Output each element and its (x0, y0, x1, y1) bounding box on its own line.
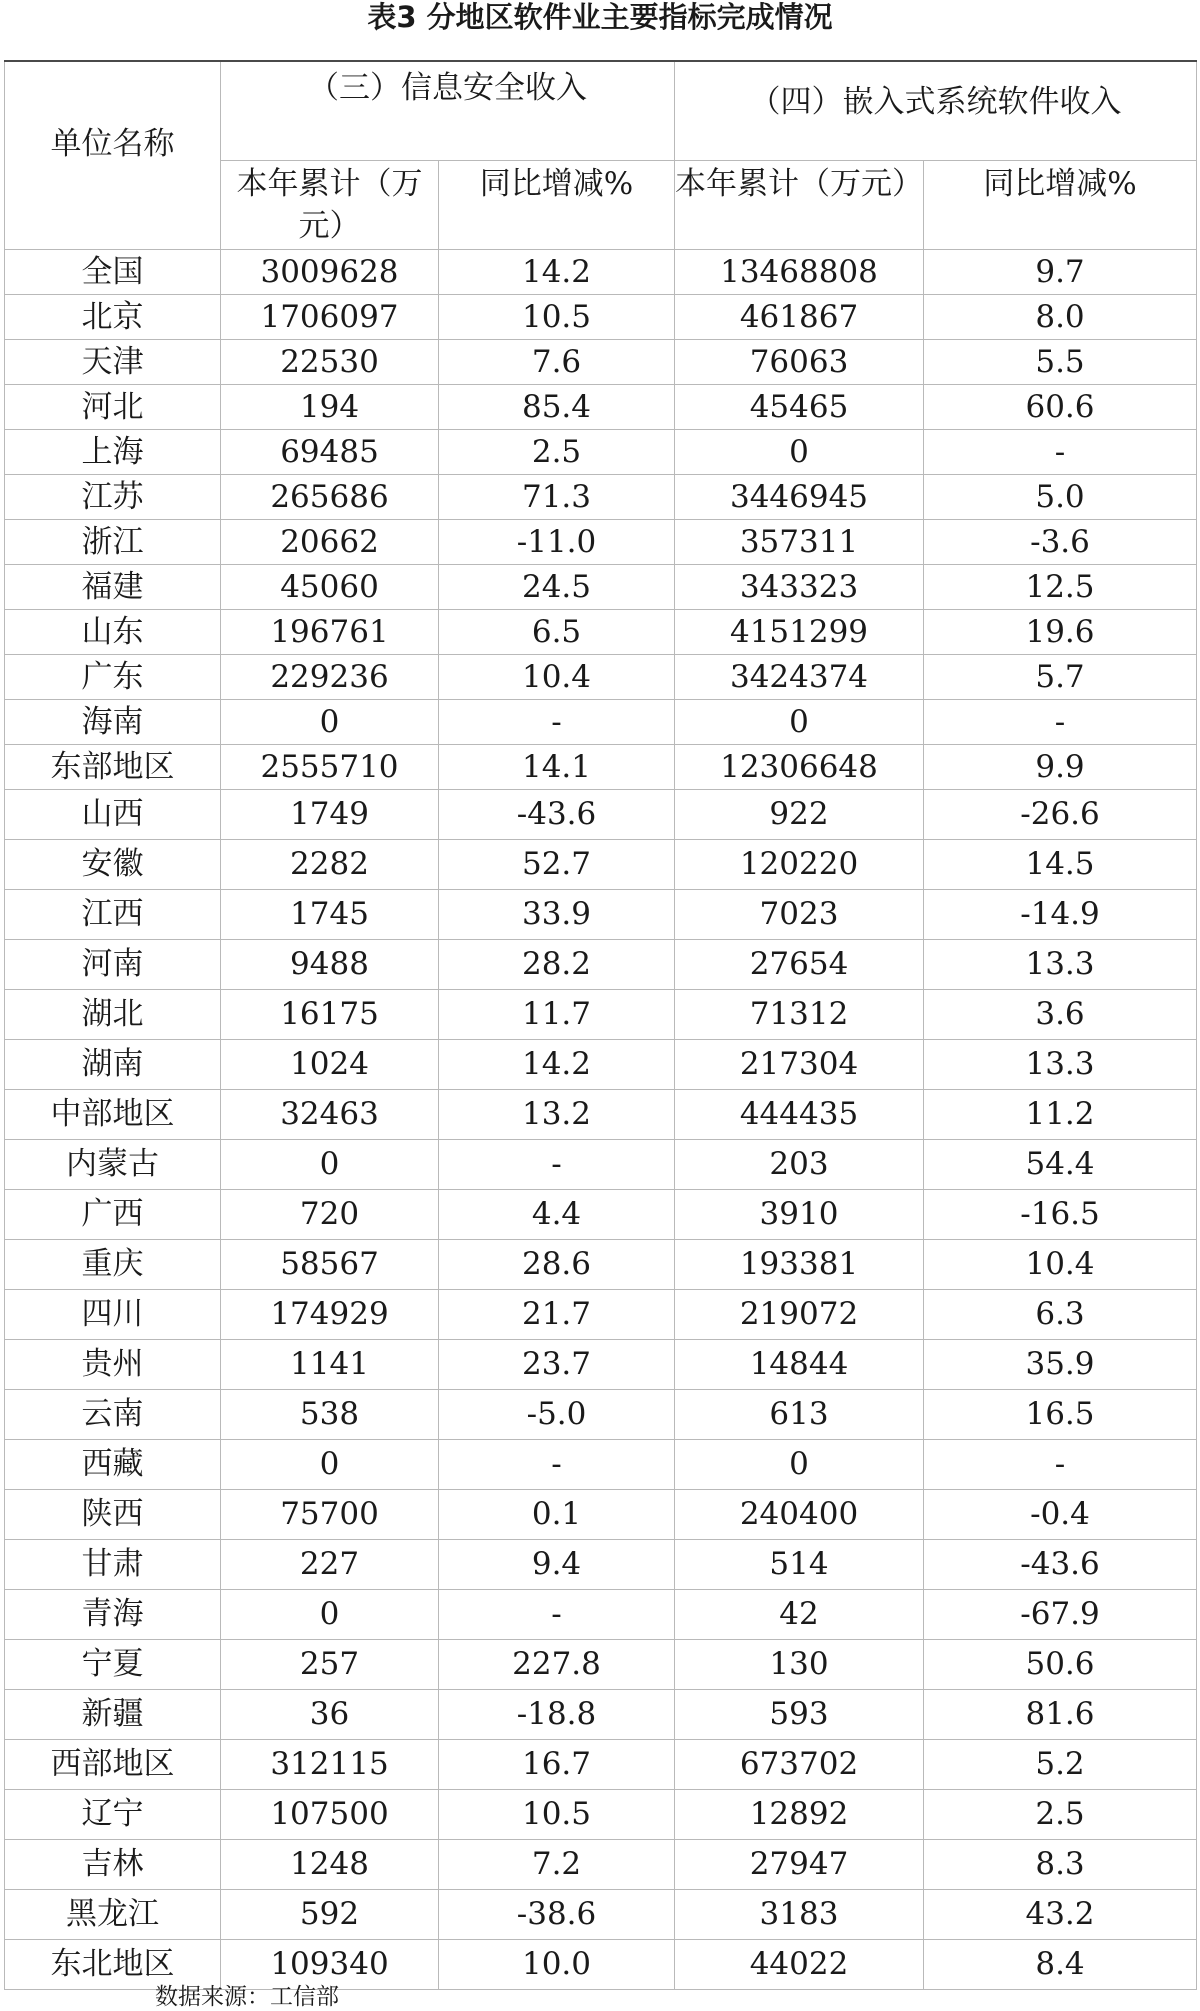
embedded-yoy-cell: 5.7 (924, 655, 1197, 700)
table-row (5, 1290, 1197, 1340)
embedded-software-header: （四）嵌入式系统软件收入 (675, 61, 1197, 161)
info-security-yoy-cell: 14.2 (439, 250, 675, 295)
info-security-yoy-cell: 10.4 (439, 655, 675, 700)
region-name-cell: 吉林 (5, 1840, 221, 1890)
table-row (5, 250, 1197, 295)
embedded-cumulative-cell: 673702 (675, 1740, 924, 1790)
info-security-cumulative-cell: 0 (221, 1440, 439, 1490)
info-security-cumulative-cell: 69485 (221, 430, 439, 475)
region-name-cell: 湖北 (5, 990, 221, 1040)
info-security-cumulative-cell: 32463 (221, 1090, 439, 1140)
embedded-cumulative-cell: 357311 (675, 520, 924, 565)
info-security-yoy-cell: 28.6 (439, 1240, 675, 1290)
embedded-cumulative-cell: 193381 (675, 1240, 924, 1290)
embedded-cumulative-cell: 240400 (675, 1490, 924, 1540)
embedded-yoy-cell: -14.9 (924, 890, 1197, 940)
embedded-cumulative-cell: 13468808 (675, 250, 924, 295)
embedded-yoy-cell: 19.6 (924, 610, 1197, 655)
info-security-cumulative-cell: 2282 (221, 840, 439, 890)
table-row (5, 1540, 1197, 1590)
info-security-yoy-cell: -11.0 (439, 520, 675, 565)
info-security-cumulative-cell: 0 (221, 1590, 439, 1640)
info-security-yoy-cell: 14.2 (439, 1040, 675, 1090)
embedded-cumulative-cell: 3446945 (675, 475, 924, 520)
info-security-yoy-cell: -43.6 (439, 790, 675, 840)
table-row (5, 745, 1197, 790)
region-name-cell: 青海 (5, 1590, 221, 1640)
info-security-yoy-cell: 10.0 (439, 1940, 675, 1990)
embedded-yoy-cell: 2.5 (924, 1790, 1197, 1840)
info-security-yoy-cell: 7.2 (439, 1840, 675, 1890)
info-security-cumulative-cell: 538 (221, 1390, 439, 1440)
info-security-yoy-cell: -18.8 (439, 1690, 675, 1740)
info-security-yoy-cell: 23.7 (439, 1340, 675, 1390)
info-security-cumulative-cell: 22530 (221, 340, 439, 385)
table-row (5, 700, 1197, 745)
embedded-yoy-cell: 9.9 (924, 745, 1197, 790)
region-name-cell: 河北 (5, 385, 221, 430)
embedded-cumulative-cell: 217304 (675, 1040, 924, 1090)
embedded-yoy-cell: 10.4 (924, 1240, 1197, 1290)
embedded-yoy-cell: 6.3 (924, 1290, 1197, 1340)
table-row (5, 1490, 1197, 1540)
region-name-cell: 东部地区 (5, 745, 221, 790)
info-security-yoy-cell: 71.3 (439, 475, 675, 520)
region-name-cell: 全国 (5, 250, 221, 295)
embedded-yoy-cell: 5.0 (924, 475, 1197, 520)
embedded-cumulative-cell: 7023 (675, 890, 924, 940)
table-body (5, 250, 1197, 1990)
embedded-cumulative-header: 本年累计（万元） (675, 161, 924, 250)
embedded-yoy-cell: 11.2 (924, 1090, 1197, 1140)
table-row (5, 1640, 1197, 1690)
region-name-cell: 云南 (5, 1390, 221, 1440)
table-row (5, 1340, 1197, 1390)
region-name-cell: 西部地区 (5, 1740, 221, 1790)
embedded-cumulative-cell: 203 (675, 1140, 924, 1190)
info-security-yoy-cell: 21.7 (439, 1290, 675, 1340)
info-security-cumulative-cell: 0 (221, 1140, 439, 1190)
info-security-cumulative-cell: 109340 (221, 1940, 439, 1990)
region-name-cell: 福建 (5, 565, 221, 610)
embedded-cumulative-cell: 219072 (675, 1290, 924, 1340)
region-name-cell: 天津 (5, 340, 221, 385)
region-name-cell: 重庆 (5, 1240, 221, 1290)
embedded-yoy-cell: -3.6 (924, 520, 1197, 565)
embedded-yoy-cell: - (924, 700, 1197, 745)
region-name-cell: 海南 (5, 700, 221, 745)
info-security-yoy-cell: - (439, 1590, 675, 1640)
embedded-yoy-cell: 50.6 (924, 1640, 1197, 1690)
embedded-cumulative-cell: 12306648 (675, 745, 924, 790)
embedded-cumulative-cell: 461867 (675, 295, 924, 340)
embedded-cumulative-cell: 0 (675, 430, 924, 475)
embedded-cumulative-cell: 12892 (675, 1790, 924, 1840)
region-name-cell: 陕西 (5, 1490, 221, 1540)
table-row (5, 1590, 1197, 1640)
embedded-yoy-cell: - (924, 1440, 1197, 1490)
embedded-yoy-cell: -67.9 (924, 1590, 1197, 1640)
info-security-yoy-cell: -38.6 (439, 1890, 675, 1940)
embedded-cumulative-cell: 593 (675, 1690, 924, 1740)
info-security-cumulative-cell: 227 (221, 1540, 439, 1590)
info-security-cumulative-cell: 0 (221, 700, 439, 745)
embedded-yoy-cell: 5.2 (924, 1740, 1197, 1790)
table-row (5, 1840, 1197, 1890)
data-source-note: 数据来源：工信部 (155, 1984, 339, 2010)
embedded-yoy-cell: 81.6 (924, 1690, 1197, 1740)
info-security-yoy-cell: 6.5 (439, 610, 675, 655)
embedded-yoy-cell: 35.9 (924, 1340, 1197, 1390)
info-security-yoy-cell: 227.8 (439, 1640, 675, 1690)
region-name-cell: 黑龙江 (5, 1890, 221, 1940)
table-row (5, 430, 1197, 475)
table-row (5, 1890, 1197, 1940)
info-security-yoy-cell: 4.4 (439, 1190, 675, 1240)
info-security-cumulative-cell: 1024 (221, 1040, 439, 1090)
table-row (5, 1790, 1197, 1840)
embedded-cumulative-cell: 14844 (675, 1340, 924, 1390)
table-row (5, 890, 1197, 940)
info-security-yoy-cell: -5.0 (439, 1390, 675, 1440)
embedded-yoy-cell: - (924, 430, 1197, 475)
embedded-cumulative-cell: 0 (675, 1440, 924, 1490)
table-row (5, 520, 1197, 565)
info-security-cumulative-cell: 36 (221, 1690, 439, 1740)
info-security-cumulative-header: 本年累计（万元） (221, 161, 439, 250)
embedded-cumulative-cell: 71312 (675, 990, 924, 1040)
embedded-yoy-cell: -0.4 (924, 1490, 1197, 1540)
table-header (5, 61, 1197, 250)
info-security-yoy-cell: - (439, 1440, 675, 1490)
embedded-yoy-cell: 3.6 (924, 990, 1197, 1040)
unit-name-header: 单位名称 (5, 61, 221, 250)
embedded-cumulative-cell: 613 (675, 1390, 924, 1440)
region-name-cell: 辽宁 (5, 1790, 221, 1840)
info-security-yoy-cell: 16.7 (439, 1740, 675, 1790)
info-security-yoy-cell: 0.1 (439, 1490, 675, 1540)
region-name-cell: 中部地区 (5, 1090, 221, 1140)
embedded-cumulative-cell: 3183 (675, 1890, 924, 1940)
table-row (5, 385, 1197, 430)
info-security-cumulative-cell: 1706097 (221, 295, 439, 340)
info-security-cumulative-cell: 3009628 (221, 250, 439, 295)
info-security-cumulative-cell: 45060 (221, 565, 439, 610)
info-security-cumulative-cell: 312115 (221, 1740, 439, 1790)
table-row (5, 340, 1197, 385)
table-row (5, 1090, 1197, 1140)
info-security-yoy-cell: 7.6 (439, 340, 675, 385)
region-name-cell: 浙江 (5, 520, 221, 565)
table-row (5, 1740, 1197, 1790)
table-row (5, 1390, 1197, 1440)
embedded-cumulative-cell: 42 (675, 1590, 924, 1640)
info-security-yoy-cell: 33.9 (439, 890, 675, 940)
info-security-yoy-cell: 11.7 (439, 990, 675, 1040)
embedded-yoy-cell: 8.3 (924, 1840, 1197, 1890)
embedded-cumulative-cell: 45465 (675, 385, 924, 430)
info-security-cumulative-cell: 20662 (221, 520, 439, 565)
embedded-cumulative-cell: 76063 (675, 340, 924, 385)
region-name-cell: 山西 (5, 790, 221, 840)
embedded-cumulative-cell: 922 (675, 790, 924, 840)
info-security-cumulative-cell: 229236 (221, 655, 439, 700)
embedded-yoy-cell: -43.6 (924, 1540, 1197, 1590)
embedded-cumulative-cell: 120220 (675, 840, 924, 890)
table-row (5, 790, 1197, 840)
info-security-cumulative-cell: 194 (221, 385, 439, 430)
region-name-cell: 贵州 (5, 1340, 221, 1390)
info-security-yoy-cell: 85.4 (439, 385, 675, 430)
info-security-cumulative-cell: 9488 (221, 940, 439, 990)
embedded-cumulative-cell: 4151299 (675, 610, 924, 655)
region-name-cell: 西藏 (5, 1440, 221, 1490)
embedded-yoy-cell: 13.3 (924, 940, 1197, 990)
table-row (5, 1190, 1197, 1240)
info-security-yoy-cell: 2.5 (439, 430, 675, 475)
region-name-cell: 安徽 (5, 840, 221, 890)
region-name-cell: 宁夏 (5, 1640, 221, 1690)
region-name-cell: 四川 (5, 1290, 221, 1340)
region-name-cell: 上海 (5, 430, 221, 475)
table-row (5, 1240, 1197, 1290)
region-name-cell: 江西 (5, 890, 221, 940)
region-name-cell: 东北地区 (5, 1940, 221, 1990)
info-security-cumulative-cell: 196761 (221, 610, 439, 655)
embedded-yoy-cell: 16.5 (924, 1390, 1197, 1440)
embedded-cumulative-cell: 27947 (675, 1840, 924, 1890)
info-security-cumulative-cell: 174929 (221, 1290, 439, 1340)
embedded-cumulative-cell: 3424374 (675, 655, 924, 700)
region-name-cell: 河南 (5, 940, 221, 990)
embedded-cumulative-cell: 444435 (675, 1090, 924, 1140)
info-security-cumulative-cell: 2555710 (221, 745, 439, 790)
info-security-yoy-cell: - (439, 1140, 675, 1190)
info-security-yoy-cell: - (439, 700, 675, 745)
table-row (5, 1040, 1197, 1090)
table-row (5, 1690, 1197, 1740)
table-row (5, 940, 1197, 990)
embedded-yoy-cell: 12.5 (924, 565, 1197, 610)
embedded-cumulative-cell: 130 (675, 1640, 924, 1690)
region-name-cell: 北京 (5, 295, 221, 340)
info-security-cumulative-cell: 16175 (221, 990, 439, 1040)
info-security-yoy-cell: 10.5 (439, 1790, 675, 1840)
embedded-cumulative-cell: 27654 (675, 940, 924, 990)
embedded-yoy-cell: 9.7 (924, 250, 1197, 295)
region-name-cell: 江苏 (5, 475, 221, 520)
info-security-yoy-cell: 24.5 (439, 565, 675, 610)
info-security-cumulative-cell: 75700 (221, 1490, 439, 1540)
embedded-yoy-cell: -26.6 (924, 790, 1197, 840)
info-security-yoy-cell: 10.5 (439, 295, 675, 340)
embedded-yoy-cell: 14.5 (924, 840, 1197, 890)
info-security-cumulative-cell: 592 (221, 1890, 439, 1940)
table-row (5, 840, 1197, 890)
info-security-cumulative-cell: 265686 (221, 475, 439, 520)
table-row (5, 1140, 1197, 1190)
table-row (5, 295, 1197, 340)
embedded-cumulative-cell: 514 (675, 1540, 924, 1590)
table-row (5, 990, 1197, 1040)
info-security-yoy-cell: 13.2 (439, 1090, 675, 1140)
embedded-yoy-cell: 43.2 (924, 1890, 1197, 1940)
embedded-yoy-cell: 13.3 (924, 1040, 1197, 1090)
embedded-cumulative-cell: 3910 (675, 1190, 924, 1240)
info-security-yoy-cell: 52.7 (439, 840, 675, 890)
embedded-yoy-cell: 5.5 (924, 340, 1197, 385)
region-name-cell: 内蒙古 (5, 1140, 221, 1190)
table-title: 表3 分地区软件业主要指标完成情况 (367, 0, 833, 34)
embedded-yoy-header: 同比增减% (924, 161, 1197, 250)
region-name-cell: 甘肃 (5, 1540, 221, 1590)
info-security-cumulative-cell: 720 (221, 1190, 439, 1240)
info-security-cumulative-cell: 107500 (221, 1790, 439, 1840)
embedded-yoy-cell: -16.5 (924, 1190, 1197, 1240)
software-revenue-table (4, 60, 1197, 1990)
table-row (5, 1440, 1197, 1490)
table-row (5, 655, 1197, 700)
region-name-cell: 湖南 (5, 1040, 221, 1090)
info-security-cumulative-cell: 1141 (221, 1340, 439, 1390)
table-row (5, 565, 1197, 610)
region-name-cell: 新疆 (5, 1690, 221, 1740)
info-security-cumulative-cell: 1248 (221, 1840, 439, 1890)
embedded-cumulative-cell: 44022 (675, 1940, 924, 1990)
embedded-yoy-cell: 54.4 (924, 1140, 1197, 1190)
embedded-cumulative-cell: 343323 (675, 565, 924, 610)
embedded-yoy-cell: 60.6 (924, 385, 1197, 430)
info-security-cumulative-cell: 257 (221, 1640, 439, 1690)
info-security-yoy-header: 同比增减% (439, 161, 675, 250)
info-security-yoy-cell: 14.1 (439, 745, 675, 790)
info-security-cumulative-cell: 1749 (221, 790, 439, 840)
embedded-yoy-cell: 8.4 (924, 1940, 1197, 1990)
table-row (5, 475, 1197, 520)
table-row (5, 610, 1197, 655)
info-security-header: （三）信息安全收入 (221, 61, 675, 161)
info-security-cumulative-cell: 1745 (221, 890, 439, 940)
region-name-cell: 广西 (5, 1190, 221, 1240)
region-name-cell: 山东 (5, 610, 221, 655)
region-name-cell: 广东 (5, 655, 221, 700)
embedded-yoy-cell: 8.0 (924, 295, 1197, 340)
info-security-yoy-cell: 9.4 (439, 1540, 675, 1590)
embedded-cumulative-cell: 0 (675, 700, 924, 745)
info-security-yoy-cell: 28.2 (439, 940, 675, 990)
info-security-cumulative-cell: 58567 (221, 1240, 439, 1290)
